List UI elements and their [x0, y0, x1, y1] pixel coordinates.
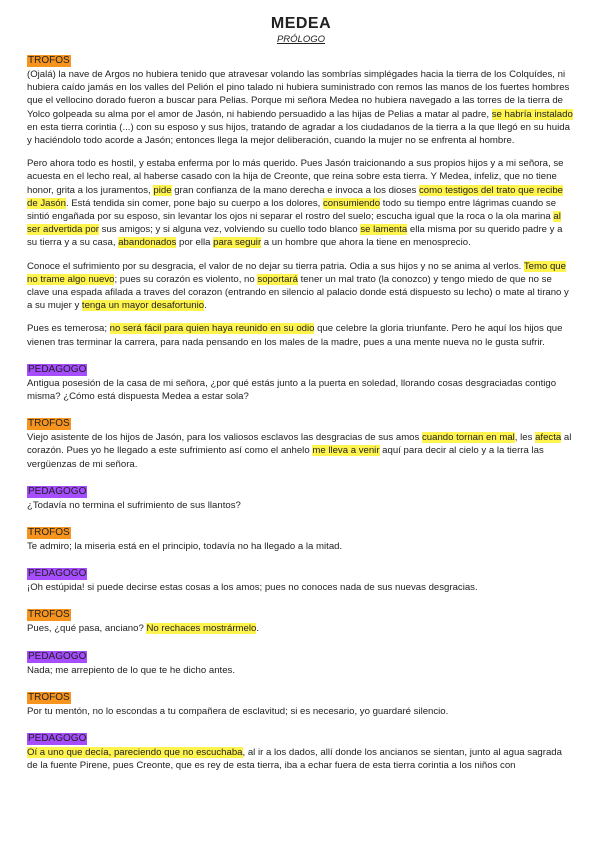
dialogue-block — [27, 50, 575, 349]
speaker-label-pedagogo: PEDAGOGO — [28, 733, 87, 745]
highlighted-text: tenga un mayor desafortunio — [81, 300, 205, 312]
dialogue-paragraph — [27, 705, 575, 718]
text-run: tener un mal trato (la conozco) y tengo miedo de que no se clave una espada afilada a traves del corazon (entrando en silencio al palacio donde está dispuesto su lecho) o mate al tirano y a su mujer y — [27, 273, 569, 312]
highlighted-text: como testigos del trato que recibe de Jasón — [27, 184, 563, 209]
document-page — [27, 14, 575, 783]
dialogue-block — [27, 359, 575, 403]
speaker-label-trofos: TROFOS — [28, 527, 70, 539]
highlighted-text: Oí a uno que decía, pareciendo que no escuchaba — [27, 747, 243, 759]
highlighted-text: Temo que no trame algo nuevo — [27, 260, 566, 285]
text-run: sus amigos; y si alguna vez, volviendo su cuello todo blanco — [99, 224, 361, 236]
highlighted-text: No rechaces mostrármelo — [146, 623, 257, 635]
dialogue-paragraph — [27, 540, 575, 553]
text-run: ; pues su corazón es violento, no — [114, 273, 258, 285]
dialogue-block — [27, 646, 575, 677]
text-run: por ella — [176, 237, 214, 249]
speaker-label-pedagogo: PEDAGOGO — [28, 485, 87, 497]
dialogue-paragraph — [27, 664, 575, 677]
highlighted-text: soportará — [257, 273, 298, 285]
dialogue-paragraph — [27, 377, 575, 403]
dialogue-paragraph — [27, 622, 575, 635]
text-run: Pues, ¿qué pasa, anciano? — [27, 623, 147, 635]
text-run: todo su tiempo entre lágrimas cuando se sintió engañada por su esposo, sin levantar los ojos ni separar el rostro del suelo; escucha igual que la roca o la ola marina — [27, 197, 557, 223]
text-run: ¡Oh estúpida! si puede decirse estas cosas a los amos; pues no conoces nada de sus nuevas desgracias. — [27, 582, 478, 594]
highlighted-text: se lamenta — [360, 224, 408, 236]
dialogue-paragraph — [27, 260, 575, 313]
dialogue-paragraph — [27, 746, 575, 772]
text-run: aquí para decir al cielo y a la tierra las vergüenzas de mi señora. — [27, 445, 544, 470]
text-run: ¿Todavía no termina el sufrimiento de sus llantos? — [27, 499, 241, 511]
highlighted-text: abandonados — [118, 237, 177, 249]
text-run: Nada; me arrepiento de lo que te he dicho antes. — [27, 664, 236, 676]
speaker-label-trofos: TROFOS — [28, 609, 70, 621]
text-run: Conoce el sufrimiento por su desgracia, el valor de no dejar su tierra patria. Odia a sus hijos y no se anima al verlos. — [27, 260, 524, 272]
document-subtitle: PRÓLOGO — [276, 34, 326, 45]
speaker-label-pedagogo: PEDAGOGO — [28, 363, 87, 375]
document-title: MEDEA — [270, 15, 332, 32]
text-run: a un hombre que ahora la tiene en menosprecio. — [261, 237, 471, 249]
speaker-label-trofos: TROFOS — [28, 691, 70, 703]
dialogue-block — [27, 413, 575, 471]
dialogue-paragraph — [27, 322, 575, 348]
dialogue-block — [27, 687, 575, 718]
text-run: , les — [514, 432, 536, 444]
dialogue-paragraph — [27, 68, 575, 147]
text-run: (Ojalá) la nave de Argos no hubiera tenido que atravesar volando las sombrías simplégades hacia la tierra de los Colquídes, ni hubiera caído jamás en los valles del Pelión el pino talado ni hubiera suministrado con remos las manos de los fuertes hombres que el vellocino dorado fueron a buscar para Pelias. Porque mi señora Medea no hubiera navegado a las torres de la tierra de Yolco golpeada su alma por el amor de Jasón, ni habiendo persuadido a las hijas de Pelias a matar al padre, — [27, 69, 570, 120]
highlighted-text: me lleva a venir — [312, 445, 380, 457]
text-run: Pues es temerosa; — [27, 323, 110, 335]
speaker-label-trofos: TROFOS — [28, 55, 70, 66]
highlighted-text: consumiendo — [323, 197, 381, 209]
speaker-label-trofos: TROFOS — [28, 418, 70, 430]
text-run: gran confianza de la mano derecha e invoca a los dioses — [171, 184, 419, 196]
highlighted-text: cuando tornan en mal — [421, 432, 515, 444]
dialogue-paragraph — [27, 499, 575, 512]
text-run: que celebre la gloria triunfante. Pero he aquí los hijos que vienen tras terminar la carrera, para nada pensando en los males de la madre, pues a una mente nueva no le gusta sufrir. — [27, 323, 563, 348]
highlighted-text: afecta — [535, 432, 562, 444]
dialogue-block — [27, 481, 575, 512]
text-run: . Está tendida sin comer, pone bajo su cuerpo a los dolores, — [65, 197, 323, 209]
text-run: Pero ahora todo es hostil, y estaba enferma por lo más querido. Pues Jasón traicionando a sus propios hijos y a mi señora, se acuesta en el lecho real, al haberse casado con la hija de Creonte, que reina sobre esta tierra. Y Medea, infeliz, que no tiene honor, grita a los juramentos, — [27, 158, 564, 196]
text-run: , al ir a los dados, allí donde los ancianos se sientan, junto al agua sagrada de la fuente Pirene, pues Creonte, que es rey de esta tierra, iba a echar fuera de esta tierra corintia a los niños con — [27, 747, 562, 772]
dialogue-paragraph — [27, 581, 575, 594]
text-run: al corazón. Pues yo he llegado a este sufrimiento así como el anhelo — [27, 432, 572, 457]
highlighted-text: se habría instalado — [491, 108, 573, 120]
dialogue-block — [27, 728, 575, 772]
highlighted-text: al ser advertida por — [27, 211, 561, 236]
text-run: . — [204, 300, 207, 312]
highlighted-text: pide — [153, 184, 172, 196]
text-run: Por tu mentón, no lo escondas a tu compañera de esclavitud; si es necesario, yo guardaré silencio. — [27, 705, 449, 717]
speaker-label-pedagogo: PEDAGOGO — [28, 650, 87, 662]
dialogue — [27, 50, 575, 773]
speaker-label-pedagogo: PEDAGOGO — [28, 568, 87, 580]
dialogue-block — [27, 522, 575, 553]
highlighted-text: no será fácil para quien haya reunido en su odio — [109, 323, 315, 335]
text-run: Antigua posesión de la casa de mi señora, ¿por qué estás junto a la puerta en soledad, llorando cosas desgraciadas contigo misma? ¿Cómo está dispuesta Medea a estar sola? — [27, 377, 557, 403]
dialogue-block — [27, 604, 575, 635]
text-run: ella misma por su querido padre y a su tierra y a su casa, — [27, 224, 563, 249]
text-run: . — [256, 623, 259, 635]
dialogue-paragraph — [27, 431, 575, 471]
highlighted-text: para seguir — [213, 237, 262, 249]
dialogue-paragraph — [27, 157, 575, 249]
text-run: en esta tierra corintia (...) con su esposo y sus hijos, tratando de agradar a los ciudadanos de la tierra a la que llegó en su huida y haciéndolo todo acorde a Jasón; entonces llega la mejor deliberación, cuando la mujer no se enfrenta al hombre. — [27, 121, 570, 147]
text-run: Te admiro; la miseria está en el principio, todavía no ha llegado a la mitad. — [27, 541, 343, 553]
text-run: Viejo asistente de los hijos de Jasón, para los valiosos esclavos las desgracias de sus amos — [27, 432, 422, 444]
dialogue-block — [27, 563, 575, 594]
